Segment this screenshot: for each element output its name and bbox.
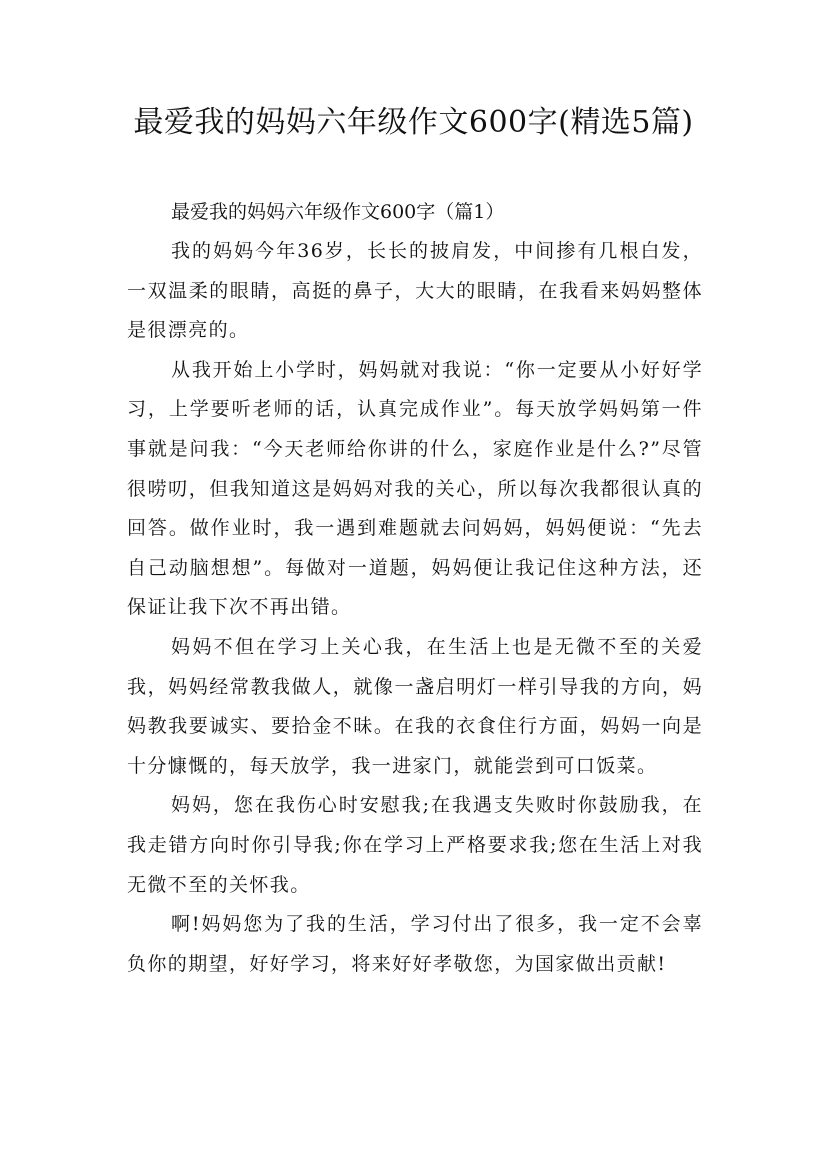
section-heading: 最爱我的妈妈六年级作文600字（篇1） [171,201,505,223]
paragraph-3: 妈妈不但在学习上关心我，在生活上也是无微不至的关爱我，妈妈经常教我做人，就像一盏启明灯一样引导我的方向，妈妈教我要诚实、要拾金不昧。在我的衣食住行方面，妈妈一向是十分慷慨的，每天放学，我一进家门，就能尝到可口饭菜。 [127,635,703,777]
document-title: 最爱我的妈妈六年级作文600字(精选5篇) [133,105,694,140]
paragraph-2: 从我开始上小学时，妈妈就对我说：“你一定要从小好好学习，上学要听老师的话，认真完成作业”。每天放学妈妈第一件事就是问我：“今天老师给你讲的什么，家庭作业是什么?”尽管很唠叨，但我知道这是妈妈对我的关心，所以每次我都很认真的回答。做作业时，我一遇到难题就去问妈妈，妈妈便说：“先去自己动脑想想”。每做对一道题，妈妈便让我记住这种方法，还保证让我下次不再出错。 [127,358,703,619]
paragraph-4: 妈妈，您在我伤心时安慰我;在我遇支失败时你鼓励我，在我走错方向时你引导我;你在学习上严格要求我;您在生活上对我无微不至的关怀我。 [127,794,703,896]
document-body [127,192,703,984]
paragraph-5: 啊!妈妈您为了我的生活，学习付出了很多，我一定不会辜负你的期望，好好学习，将来好好孝敬您，为国家做出贡献! [127,913,703,975]
paragraph-1: 我的妈妈今年36岁，长长的披肩发，中间掺有几根白发，一双温柔的眼睛，高挺的鼻子，大大的眼睛，在我看来妈妈整体是很漂亮的。 [127,240,703,342]
